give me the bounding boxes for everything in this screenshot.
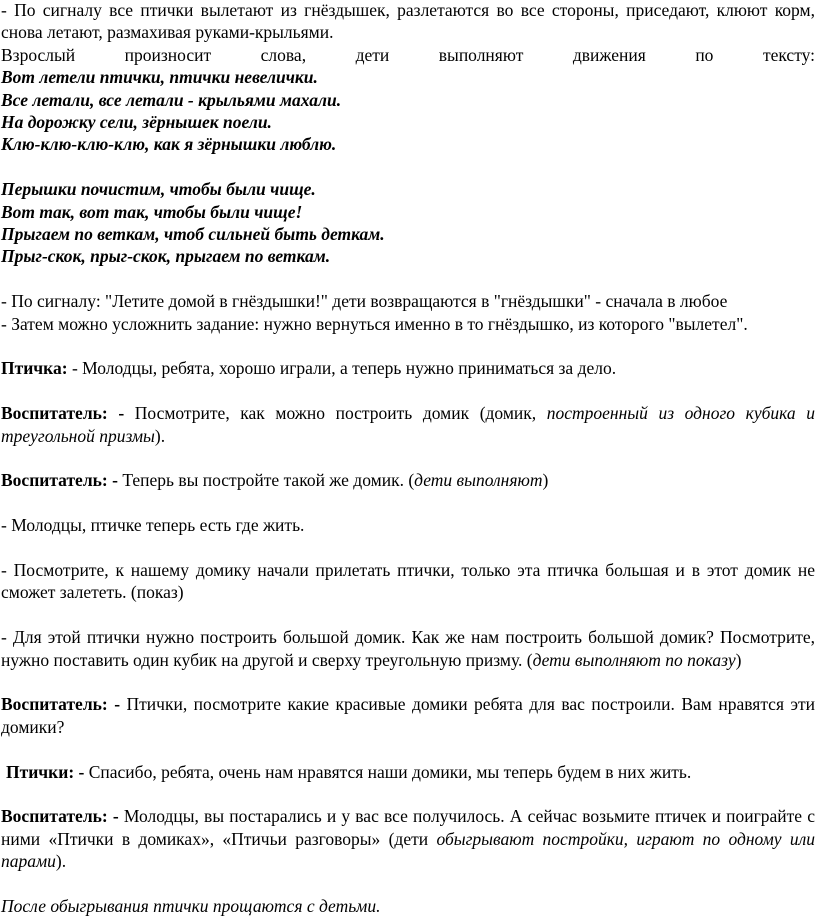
dialogue-paragraph — [1, 402, 815, 447]
verse-line: Все летали, все летали - крыльями махали. — [1, 89, 342, 110]
dialogue-italic: , построенный из одного кубика и треугольной призмы — [1, 403, 815, 446]
dialogue-paragraph — [1, 469, 815, 491]
dialogue-paragraph — [1, 805, 815, 872]
dialogue-paragraph — [1, 626, 815, 671]
dialogue-end: ). — [154, 425, 166, 446]
spacer — [1, 783, 815, 805]
speaker-label: Воспитатель: - — [1, 806, 119, 827]
verse-line: На дорожку сели, зёрнышек поели. — [1, 112, 272, 133]
spacer — [1, 604, 815, 626]
speaker-label: Воспитатель: - — [1, 694, 121, 715]
closing-line: После обыгрывания птички прощаются с детьми. — [1, 896, 381, 917]
text-line: - По сигналу все птички вылетают из гнёздышек, разлетаются во все стороны, приседают, клюют корм, — [1, 0, 815, 20]
dialogue-end: ) — [735, 649, 742, 670]
spacer — [1, 671, 815, 693]
dialogue-text: - Для этой птички нужно построить большой домик. Как же нам построить большой домик? Посмотрите, нужно поставить один кубик на другой и сверху треугольную призму. ( — [1, 627, 815, 670]
text-line: - По сигналу: "Летите домой в гнёздышки!" дети возвращаются в "гнёздышки" - сначала в любое — [1, 291, 728, 312]
document-page — [1, 0, 815, 917]
spacer — [1, 380, 815, 402]
dialogue-text: Птички, посмотрите какие красивые домики ребята для вас построили. Вам нравятся эти домики? — [1, 694, 815, 737]
spacer — [1, 738, 815, 760]
dialogue-text: Спасибо, ребята, очень нам нравятся наши домики, мы теперь будем в них жить. — [84, 761, 692, 782]
verse-line: Прыгаем по веткам, чтоб сильней быть деткам. — [1, 224, 385, 245]
text-line: Взрослый произносит слова, дети выполняют движения по тексту: — [1, 44, 815, 65]
text-line: - Затем можно усложнить задание: нужно вернуться именно в то гнёздышко, из которого "вылетел". — [1, 313, 748, 334]
spacer — [1, 492, 815, 514]
verse-line: Клю-клю-клю-клю, как я зёрнышки люблю. — [1, 134, 337, 155]
spacer — [1, 268, 815, 290]
dialogue-paragraph — [1, 693, 815, 738]
dialogue-end: ) — [542, 470, 549, 491]
verse-line: Прыг-скок, прыг-скок, прыгаем по веткам. — [1, 246, 331, 267]
dialogue-italic: дети выполняют по показу — [532, 649, 736, 670]
spacer — [1, 537, 815, 559]
verse-line: Вот так, вот так, чтобы были чище! — [1, 201, 303, 222]
verse-line: Перышки почистим, чтобы были чище. — [1, 179, 316, 200]
dialogue-italic: дети выполняют — [414, 470, 543, 491]
speaker-label: Птички: - — [6, 761, 85, 782]
dialogue-italic: обыгрывают постройки, играют по одному или парами — [1, 828, 816, 872]
dialogue-paragraph: - Посмотрите, к нашему домику начали прилетать птички, только эта птичка большая и в этот домик не сможет залететь. (показ) — [1, 560, 815, 603]
dialogue-paragraph — [1, 357, 815, 379]
dialogue-paragraph: - Молодцы, птичке теперь есть где жить. — [1, 515, 305, 536]
spacer — [1, 156, 815, 178]
dialogue-text: Посмотрите, как можно построить домик (домик — [124, 403, 532, 424]
speaker-label: Воспитатель: - — [1, 403, 125, 424]
verse-line: Вот летели птички, птички невелички. — [1, 67, 318, 88]
dialogue-text: Молодцы, вы постарались и у вас все получилось. А сейчас возьмите птичек и поиграйте с ними «Птички в домиках», «Птичьи разговоры» (дети — [1, 806, 815, 849]
text-line: снова летают, размахивая руками-крыльями. — [1, 22, 334, 43]
spacer — [1, 873, 815, 895]
speaker-label: Воспитатель: - — [1, 470, 118, 491]
dialogue-text: Теперь вы постройте такой же домик. ( — [117, 470, 415, 491]
dialogue-end: ). — [55, 851, 67, 872]
dialogue-paragraph — [1, 761, 815, 783]
spacer — [1, 335, 815, 357]
speaker-label: Птичка: — [1, 358, 68, 379]
spacer — [1, 447, 815, 469]
dialogue-text: - Молодцы, ребята, хорошо играли, а теперь нужно приниматься за дело. — [67, 358, 617, 379]
